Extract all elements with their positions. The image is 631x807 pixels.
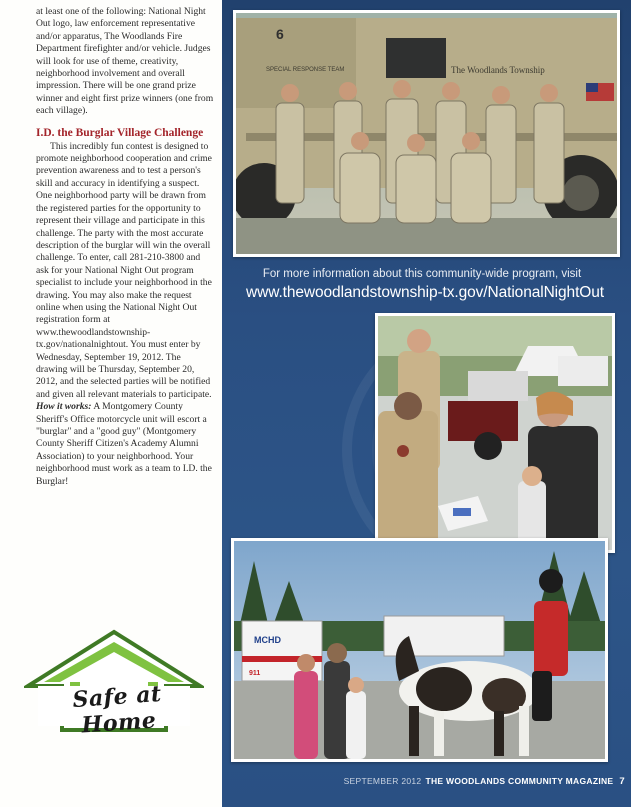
article-paragraph-challenge — [36, 141, 214, 488]
challenge-text: This incredibly fun contest is designed to promote neighborhood cooperation and crime prevention awareness and to test a person's skill and accuracy in identifying a suspect. One neighborhood party will be drawn from the registered parties for the opportunity to represent their village and participate in this challenge. The party with the most accurate description of the burglar will win the overall challenge. To enter, call 281-210-3800 and ask for your National Night Out program specialist to include your neighborhood in the drawing. You may also make the request online when using the National Night Out registration form at www.thewoodlandstownship-tx.gov/nationalnightout. You must enter by Wednesday, September 19, 2012. The drawing will be Thursday, September 20, 2012, and the selected parties will be notified and given all relevant materials to participate. — [36, 140, 212, 400]
ambulance-number: 911 — [249, 670, 261, 677]
page-footer — [340, 776, 625, 787]
info-line: For more information about this community-wide program, visit — [262, 268, 582, 280]
team-photo-illustration — [236, 13, 617, 254]
article-body — [36, 6, 214, 488]
program-url[interactable]: www.thewoodlandstownship-tx.gov/NationalNightOut — [246, 284, 604, 301]
photo-mounted-officer — [231, 538, 608, 762]
ambulance-label: MCHD — [254, 635, 281, 645]
section-heading: I.D. the Burglar Village Challenge — [36, 126, 204, 139]
logo-text: Safe at Home — [71, 680, 163, 739]
photo-officers-with-family — [375, 313, 615, 553]
article-paragraph-contest-rules: at least one of the following: National Night Out logo, law enforcement representative and/or apparatus, The Woodlands Fire Department firefighter and/or vehicle. Judges will look for use of theme, creativity, neighborhood involvement and overall impression. There will be one grand prize winner and eight first prize winners (one from each village). — [36, 6, 214, 117]
truck-number: 6 — [276, 26, 284, 42]
truck-side-label: SPECIAL RESPONSE TEAM — [266, 67, 345, 73]
page-number: 7 — [619, 776, 625, 787]
safe-at-home-logo — [24, 628, 204, 740]
left-column — [0, 0, 222, 807]
truck-brand-label: The Woodlands Township — [451, 65, 545, 75]
family-photo-illustration — [378, 316, 612, 550]
footer-magazine: THE WOODLANDS COMMUNITY MAGAZINE — [425, 776, 614, 786]
how-it-works-text: A Montgomery County Sheriff's Office motorcycle unit will escort a "burglar" and a "good guy" (Montgomery County Sheriff Citizen's Academy Alumni Association) to your neighborhood. Your neighborhood must work as a team to I.D. the Burglar! — [36, 401, 212, 487]
photo-special-response-team — [233, 10, 620, 257]
mounted-officer-illustration — [234, 541, 605, 759]
how-it-works-label: How it works: — [36, 401, 92, 413]
footer-month: SEPTEMBER 2012 — [343, 776, 422, 786]
